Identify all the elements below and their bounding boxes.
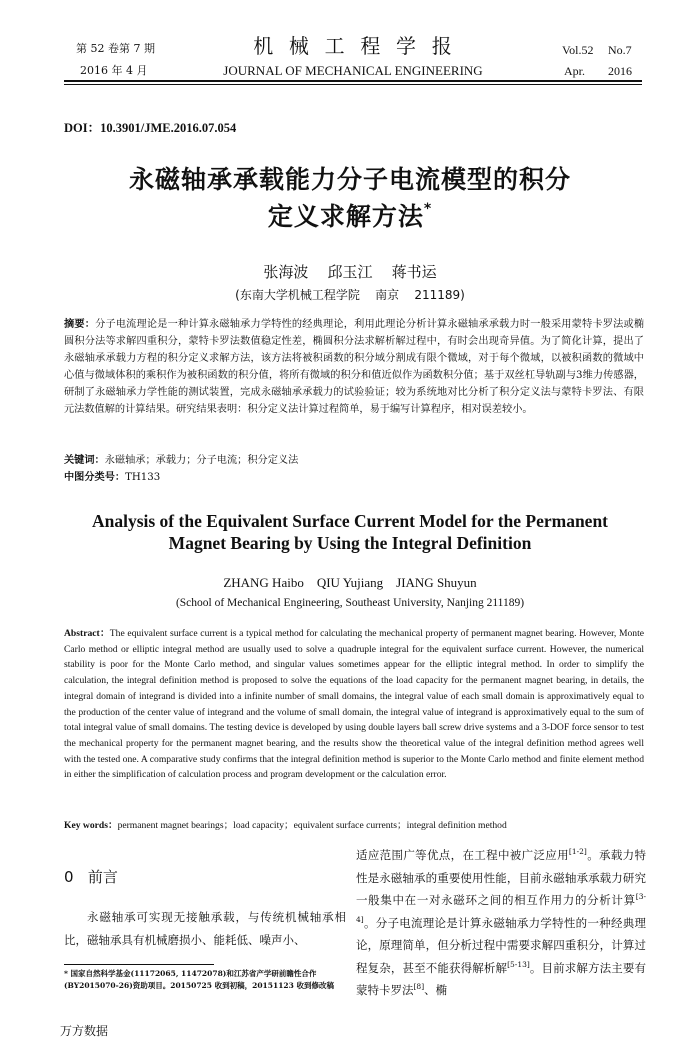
citation-3-4: [3-4]: [356, 892, 646, 924]
journal-title-cn: 机 械 工 程 学 报: [253, 34, 453, 58]
citation-5-13: [5-13]: [507, 959, 530, 969]
keywords-cn-label: 关键词：: [64, 454, 105, 466]
keywords-en: [64, 818, 644, 834]
header-date: 2016 年 4 月: [80, 64, 148, 77]
journal-title-en: JOURNAL OF MECHANICAL ENGINEERING: [223, 63, 483, 78]
header-month: Apr.: [564, 64, 585, 78]
title-en-line2: Magnet Bearing by Using the Integral Definition: [168, 533, 532, 553]
abstract-cn-text: 分子电流理论是一种计算永磁轴承力学特性的经典理论，利用此理论分析计算永磁轴承承载力时一般采用蒙特卡罗法或椭圆积分法等求解四重积分，蒙特卡罗法数值稳定性差，椭圆积分法求解析解过程中，有时会出现奇异值。为了简化计算，提出了永磁轴承承载力方程的积分定义求解方法，该方法将被积函数的积分域分割成有限个微域，对于每个微域，以被积函数的微域中心值与微域体积的乘积作为被积函数的积分值，将所有微域的积分和值近似作为函数积分值；基于双丝杠导轨副与3维力传感器，研制了永磁轴承力学性能的测试装置，完成永磁轴承承载力的试验验证；较为系统地对比分析了积分定义法与蒙特卡罗法、有限元法数值解的计算结果。研究结果表明：积分定义法计算过程简单，易于编写计算程序，相对误差较小。: [64, 319, 645, 415]
header-vol: Vol.52: [562, 43, 594, 57]
header-rule-thick: [64, 80, 642, 82]
clc-value: TH133: [125, 472, 161, 483]
intro-body-right: 适应范围广等优点，在工程中被广泛应用[1-2]。承载力特性是永磁轴承的重要使用性能，目前永磁轴承承载力研究一般集中在一对永磁环之间的相互作用力的分析计算[3-4]。分子电流理论是计算永磁轴承力学特性的一种经典理论，原理简单，但分析过程中需要求解四重积分，计算过程复杂，甚至不能获得解析解[5-13]。目前求解方法主要有蒙特卡罗法[8]、椭: [356, 847, 647, 997]
affiliation-cn: (东南大学机械工程学院 南京 211189): [235, 288, 465, 302]
doi: DOI：10.3901/JME.2016.07.054: [64, 121, 237, 135]
keywords-cn-text: 永磁轴承；承载力；分子电流；积分定义法: [104, 455, 299, 466]
watermark: 万方数据: [60, 1024, 109, 1038]
footnote-funding: * 国家自然科学基金(11172065, 11472078)和江苏省产学研前瞻性合作(BY2015070-26)资助项目。20150725 收到初稿，20151123 收到修改稿: [64, 969, 334, 990]
clc-label: 中图分类号：: [64, 471, 126, 483]
header-volume: 第 52 卷第 7 期: [76, 42, 155, 55]
authors-cn: 张海波 邱玉江 蒋书运: [263, 263, 437, 281]
abstract-en-text: The equivalent surface current is a typical method for calculating the mechanical property of permanent magnet bearing. However, Monte Carlo method or elliptic integral method are usually used to solve a quadruple integral for the equivalent surface current. However, the numerical stability is poor for the Monte Carlo method, and singular values sometimes appear for the elliptic integral method. In order to simplify the calculation, the integral definition method is proposed to solve the equations of the load capacity for the permanent magnet bearing, in details, the integral domain of integrand is divided into a infinite number of small domains, the integral value of each small domain is approximatively equal to the production of the center value of integrand and the volume of small domain, the integral value of integrand is approximatively equal to the sum of total integral value of small domains. The testing device is developed by using double layers ball screw drive systems and a 3-DOF force sensor to test the mechanical property for the permanent magnet bearing, and the results show the theoretical value of the integral definition method agrees well with the tested one. A comparative study confirms that the integral definition method is superior to the Monte Carlo method and finite element method in either the simplification of calculation process and program development or the calculation error.: [64, 628, 644, 781]
intro-body-left: 永磁轴承可实现无接触承载，与传统机械轴承相比，磁轴承具有机械磨损小、能耗低、噪声小、: [64, 910, 346, 947]
keywords-en-text: permanent magnet bearings；load capacity；equivalent surface currents；integral definition method: [117, 820, 507, 831]
title-en-line1: Analysis of the Equivalent Surface Current Model for the Permanent: [91, 511, 609, 531]
abstract-cn-label: 摘要：: [64, 318, 96, 330]
header-no: No.7: [608, 43, 632, 57]
footnote-rule: [64, 964, 214, 965]
affiliation-en: (School of Mechanical Engineering, Southeast University, Nanjing 211189): [175, 597, 525, 609]
title-cn-line1: 永磁轴承承载能力分子电流模型的积分: [128, 165, 571, 194]
title-footnote-mark: *: [423, 201, 433, 217]
title-cn-line2: 定义求解方法*: [267, 201, 433, 231]
header-year: 2016: [608, 64, 632, 78]
keywords-cn: [64, 452, 644, 469]
section-heading-introduction: 0 前言: [64, 868, 118, 886]
authors-en: ZHANG Haibo QIU Yujiang JIANG Shuyun: [223, 575, 477, 590]
keywords-en-label: Key words：: [64, 820, 118, 831]
citation-1-2: [1-2]: [568, 847, 587, 856]
header-rule-thin: [64, 84, 642, 85]
abstract-en-label: Abstract：: [64, 628, 110, 639]
clc-number: [64, 469, 644, 486]
abstract-en: [64, 626, 644, 783]
abstract-cn: [64, 316, 644, 418]
citation-8: [8]: [413, 982, 425, 991]
